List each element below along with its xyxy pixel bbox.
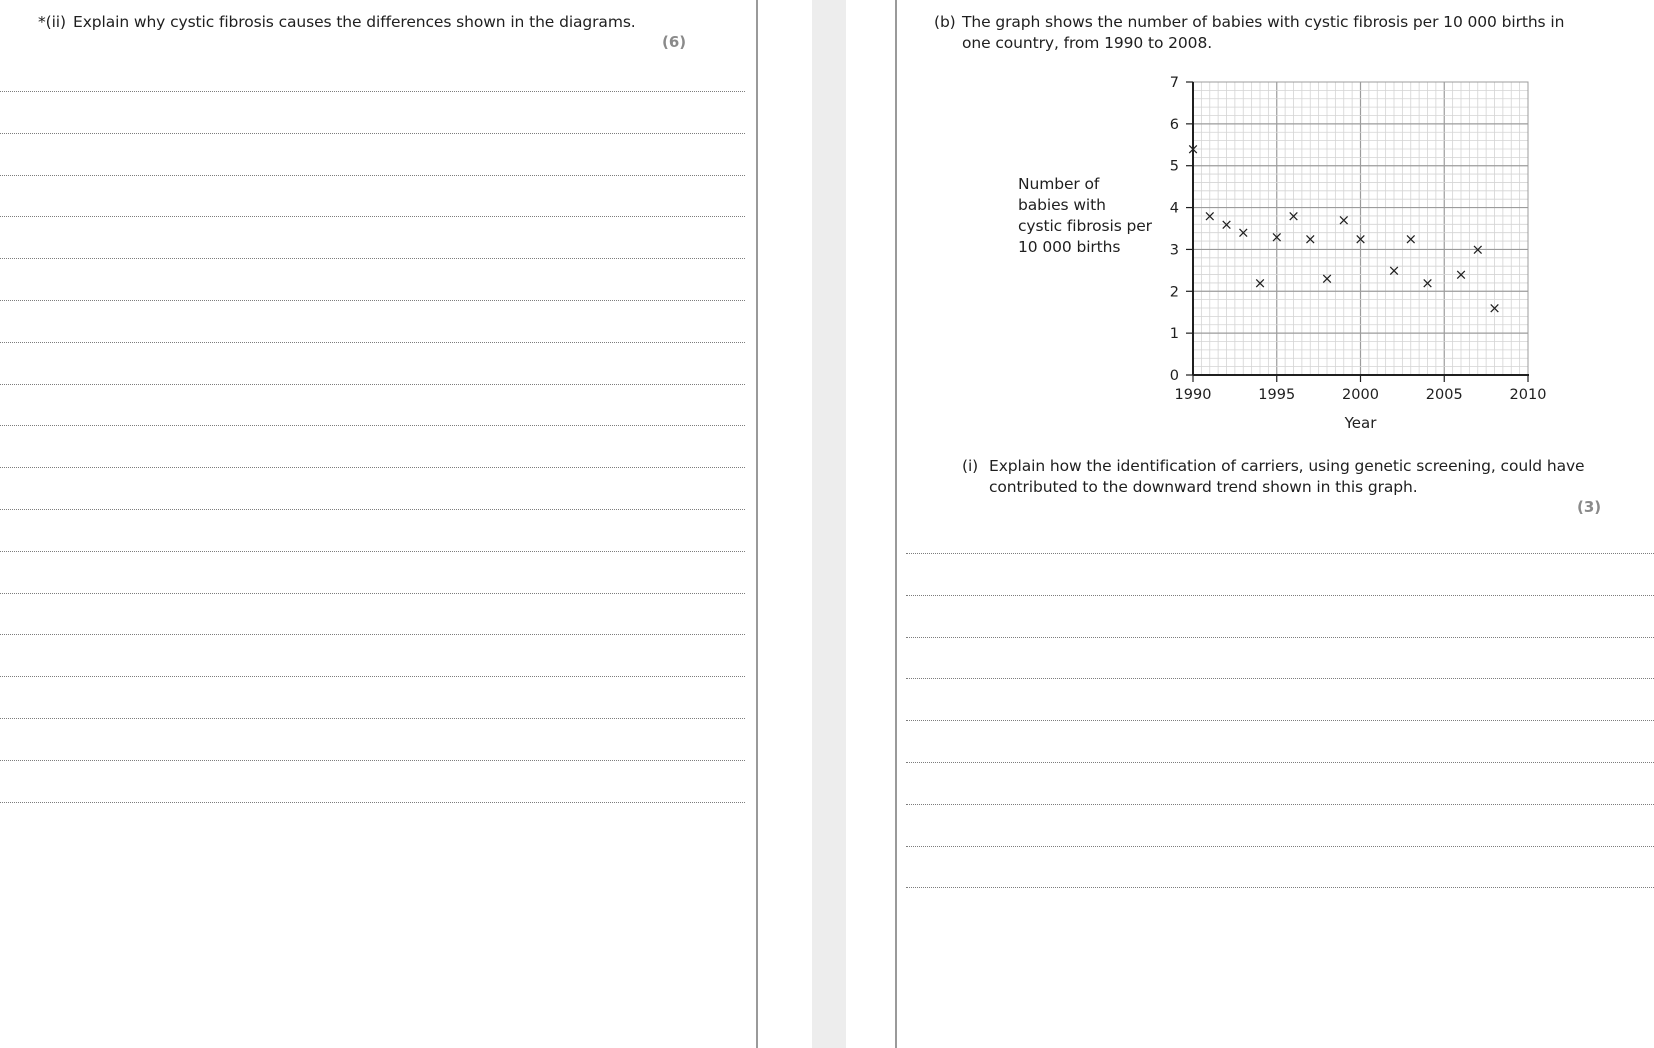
question-i-number: (i) bbox=[962, 457, 979, 475]
question-ii-number: *(ii) bbox=[38, 13, 66, 31]
data-point: × bbox=[1270, 227, 1284, 246]
question-i-marks: (3) bbox=[1577, 498, 1602, 516]
data-point: × bbox=[1454, 265, 1468, 284]
y-label-line-3: cystic fibrosis per bbox=[1018, 217, 1152, 235]
data-point: × bbox=[1287, 206, 1300, 225]
y-tick-label: 1 bbox=[1169, 326, 1179, 343]
y-tick-label: 3 bbox=[1169, 242, 1179, 259]
question-ii-text: Explain why cystic fibrosis causes the differences shown in the diagrams. bbox=[73, 13, 636, 31]
right-page-border bbox=[895, 0, 897, 1048]
data-point: × bbox=[1186, 139, 1200, 158]
part-b-line-2: one country, from 1990 to 2008. bbox=[962, 34, 1213, 52]
question-ii-marks: (6) bbox=[662, 33, 687, 51]
part-b-line-1: The graph shows the number of babies with cystic fibrosis per 10 000 births in bbox=[962, 13, 1565, 31]
y-tick-label: 6 bbox=[1169, 116, 1179, 133]
y-tick-label: 4 bbox=[1169, 200, 1179, 217]
part-b-label: (b) bbox=[934, 13, 956, 31]
left-page bbox=[0, 0, 756, 1048]
answer-line[interactable] bbox=[0, 551, 745, 552]
data-point: × bbox=[1387, 261, 1401, 280]
answer-line[interactable] bbox=[906, 637, 1654, 638]
x-tick-label: 1990 bbox=[1174, 387, 1212, 403]
x-tick-label: 2010 bbox=[1509, 387, 1547, 403]
answer-line[interactable] bbox=[0, 467, 745, 468]
data-point: × bbox=[1320, 269, 1334, 288]
x-tick-label: 2005 bbox=[1425, 387, 1463, 403]
y-label-line-1: Number of bbox=[1018, 175, 1100, 193]
answer-line[interactable] bbox=[0, 384, 745, 385]
data-point: × bbox=[1220, 215, 1233, 234]
data-point: × bbox=[1488, 299, 1501, 318]
answer-line[interactable] bbox=[0, 802, 745, 803]
data-point: × bbox=[1303, 229, 1317, 248]
x-axis-label: Year bbox=[1344, 414, 1377, 432]
data-point: × bbox=[1337, 211, 1351, 230]
answer-line[interactable] bbox=[0, 425, 745, 426]
answer-line[interactable] bbox=[906, 887, 1654, 888]
x-tick-label: 2000 bbox=[1342, 387, 1379, 403]
data-point: × bbox=[1236, 223, 1250, 242]
data-point: × bbox=[1421, 273, 1434, 292]
answer-line[interactable] bbox=[0, 718, 745, 719]
answer-line[interactable] bbox=[0, 634, 745, 635]
answer-line[interactable] bbox=[0, 593, 745, 594]
y-tick-label: 2 bbox=[1169, 284, 1179, 301]
answer-line[interactable] bbox=[906, 762, 1654, 763]
answer-line[interactable] bbox=[906, 678, 1654, 679]
answer-line[interactable] bbox=[0, 216, 745, 217]
data-point: × bbox=[1253, 273, 1267, 292]
answer-line[interactable] bbox=[0, 258, 745, 259]
answer-line[interactable] bbox=[0, 342, 745, 343]
answer-line[interactable] bbox=[906, 595, 1654, 596]
answer-line[interactable] bbox=[906, 846, 1654, 847]
y-tick-label: 7 bbox=[1169, 75, 1179, 91]
question-i-line-1: Explain how the identification of carriers, using genetic screening, could have bbox=[989, 457, 1585, 475]
answer-line[interactable] bbox=[0, 91, 745, 92]
answer-line[interactable] bbox=[906, 804, 1654, 805]
answer-line[interactable] bbox=[0, 676, 745, 677]
y-tick-label: 0 bbox=[1169, 368, 1179, 384]
answer-line[interactable] bbox=[0, 133, 745, 134]
answer-line[interactable] bbox=[906, 720, 1654, 721]
data-point: × bbox=[1404, 229, 1418, 248]
answer-line[interactable] bbox=[906, 553, 1654, 554]
y-label-line-4: 10 000 births bbox=[1018, 238, 1121, 256]
answer-line[interactable] bbox=[0, 509, 745, 510]
question-i-line-2: contributed to the downward trend shown in this graph. bbox=[989, 478, 1418, 496]
left-page-border bbox=[756, 0, 758, 1048]
answer-line[interactable] bbox=[0, 300, 745, 301]
data-point: × bbox=[1471, 240, 1485, 259]
answer-line[interactable] bbox=[0, 175, 745, 176]
y-tick-label: 5 bbox=[1169, 158, 1179, 175]
data-point: × bbox=[1354, 229, 1367, 248]
data-point: × bbox=[1203, 206, 1217, 225]
x-tick-label: 1995 bbox=[1258, 387, 1296, 403]
cystic-fibrosis-chart bbox=[1120, 72, 1560, 442]
answer-line[interactable] bbox=[0, 760, 745, 761]
y-label-line-2: babies with bbox=[1018, 196, 1106, 214]
page-gutter bbox=[812, 0, 846, 1048]
